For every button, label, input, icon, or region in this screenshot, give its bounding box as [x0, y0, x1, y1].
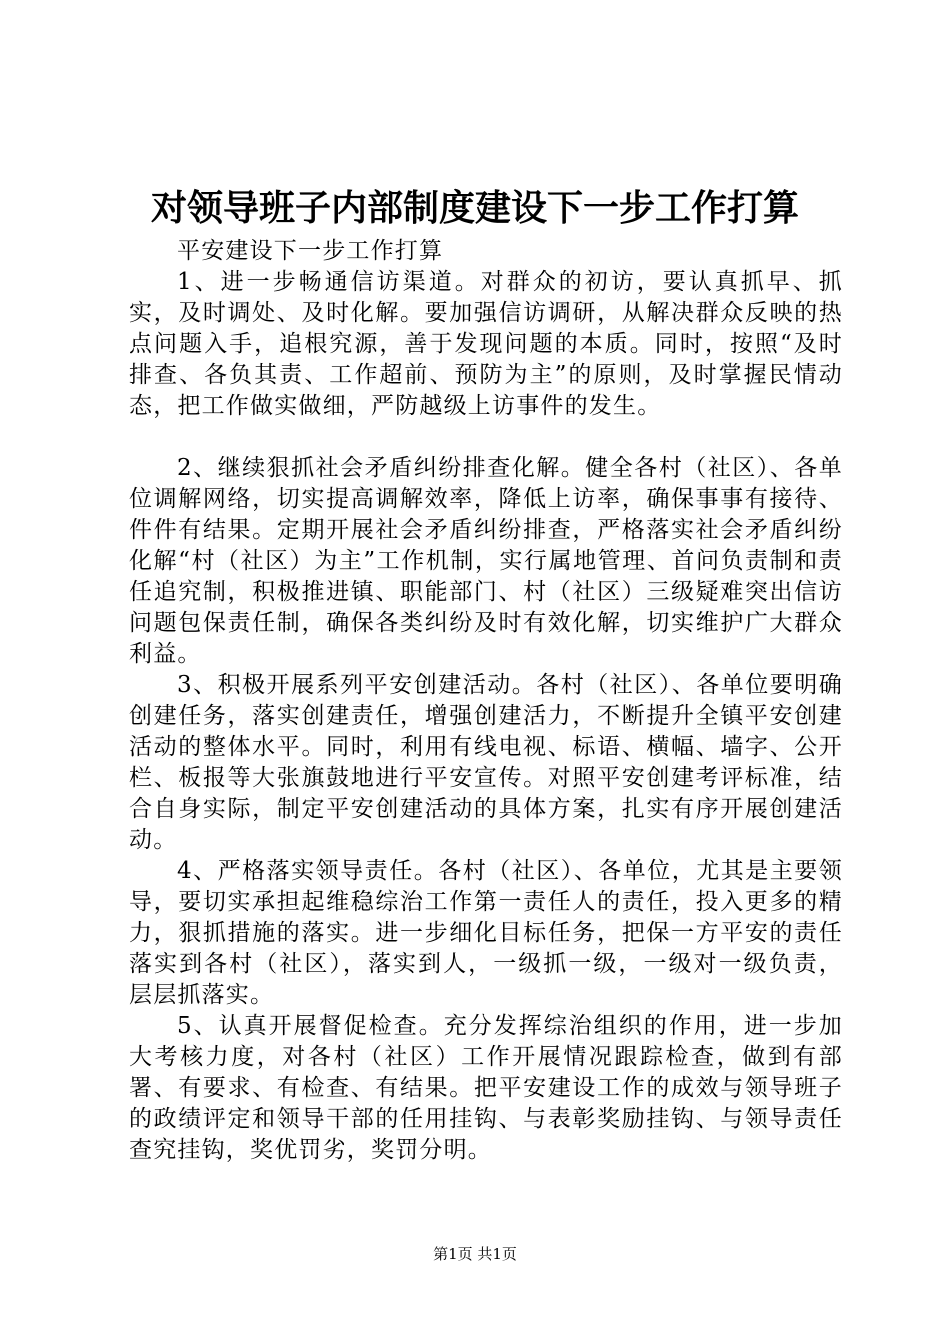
document-body [129, 236, 843, 1166]
paragraph-2: 2、继续狠抓社会矛盾纠纷排查化解。健全各村（社区）、各单位调解网络，切实提高调解效率，降低上访率，确保事事有接待、件件有结果。定期开展社会矛盾纠纷排查，严格落实社会矛盾纠纷化解“村（社区）为主”工作机制，实行属地管理、首问负责制和责任追究制，积极推进镇、职能部门、村（社区）三级疑难突出信访问题包保责任制，确保各类纠纷及时有效化解，切实维护广大群众利益。 [129, 455, 843, 667]
document-subtitle: 平安建设下一步工作打算 [177, 238, 444, 264]
paragraph-4: 4、严格落实领导责任。各村（社区）、各单位，尤其是主要领导，要切实承担起维稳综治工作第一责任人的责任，投入更多的精力，狠抓措施的落实。进一步细化目标任务，把保一方平安的责任落实到各村（社区），落实到人，一级抓一级，一级对一级负责，层层抓落实。 [129, 858, 843, 1008]
paragraph-1: 1、进一步畅通信访渠道。对群众的初访，要认真抓早、抓实，及时调处、及时化解。要加强信访调研，从解决群众反映的热点问题入手，追根究源，善于发现问题的本质。同时，按照“及时排查、各负其责、工作超前、预防为主”的原则，及时掌握民情动态，把工作做实做细，严防越级上访事件的发生。 [129, 269, 843, 419]
paragraph-5: 5、认真开展督促检查。充分发挥综治组织的作用，进一步加大考核力度，对各村（社区）工作开展情况跟踪检查，做到有部署、有要求、有检查、有结果。把平安建设工作的成效与领导班子的政绩评定和领导干部的任用挂钩、与表彰奖励挂钩、与领导责任查究挂钩，奖优罚劣，奖罚分明。 [129, 1013, 843, 1163]
page-number: 第1页 [433, 1245, 473, 1263]
page-total: 共1页 [477, 1245, 517, 1263]
page-footer [0, 1244, 950, 1264]
document-title: 对领导班子内部制度建设下一步工作打算 [150, 187, 799, 229]
paragraph-3: 3、积极开展系列平安创建活动。各村（社区）、各单位要明确创建任务，落实创建责任，增强创建活力，不断提升全镇平安创建活动的整体水平。同时，利用有线电视、标语、横幅、墙字、公开栏、板报等大张旗鼓地进行平安宣传。对照平安创建考评标准，结合自身实际，制定平安创建活动的具体方案，扎实有序开展创建活动。 [129, 672, 843, 853]
